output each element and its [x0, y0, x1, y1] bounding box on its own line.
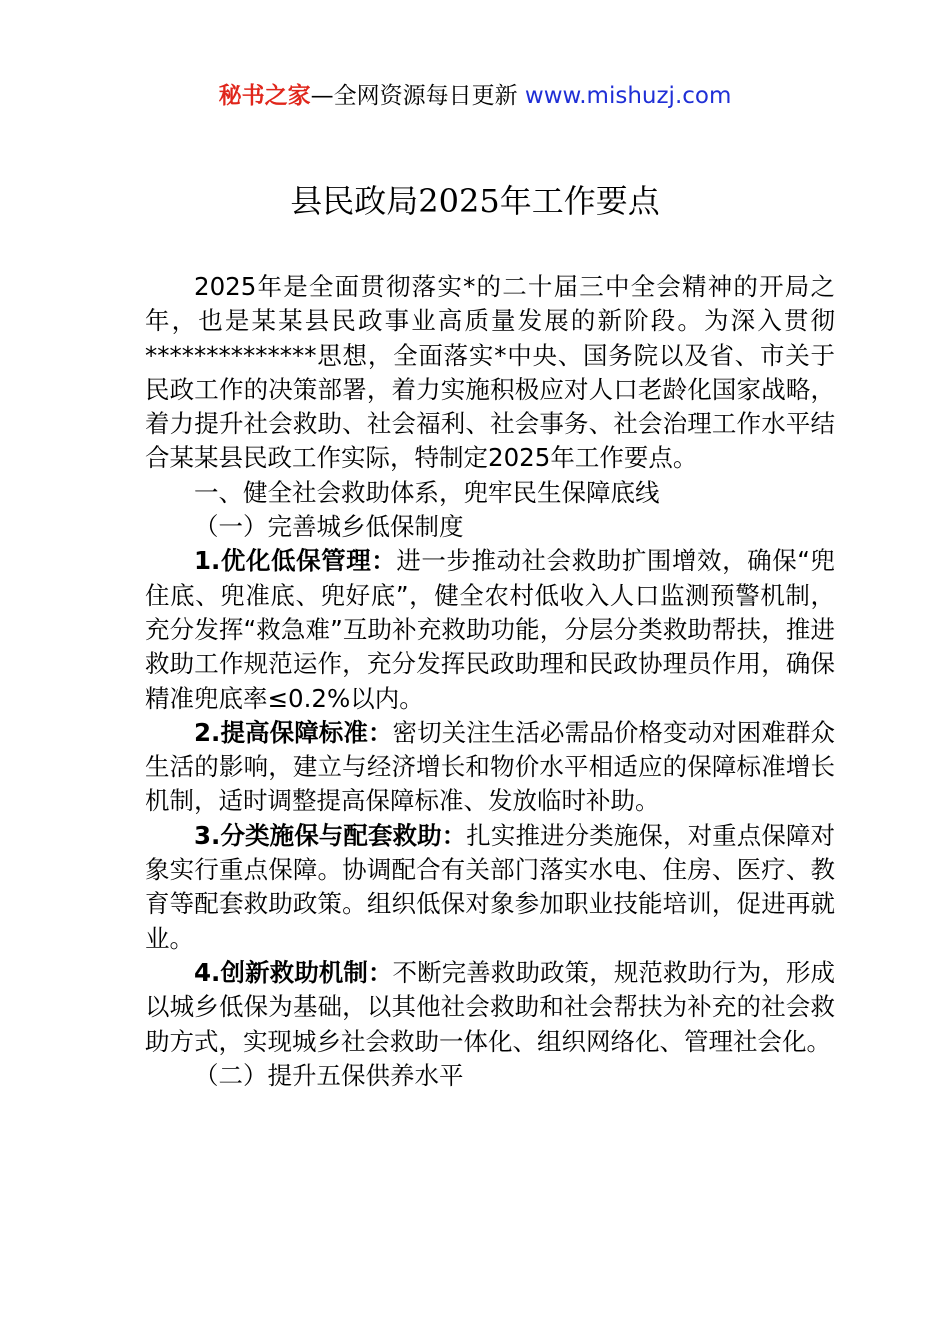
document-title: 县民政局2025年工作要点: [290, 182, 660, 220]
item-label: 4.创新救助机制：: [194, 957, 393, 987]
intro-paragraph: 2025年是全面贯彻落实*的二十届三中全会精神的开局之年，也是某某县民政事业高质量发展的新阶段。为深入贯彻**************思想，全面落实*中央、国务院以及省、市关于民政工作的决策部署，着力实施积极应对人口老龄化国家战略，着力提升社会救助、社会福利、社会事务、社会治理工作水平结合某某县民政工作实际，特制定2025年工作要点。: [145, 272, 835, 473]
site-header: [0, 80, 950, 112]
subsection-heading: （二）提升五保供养水平: [194, 1060, 464, 1090]
item-label: 1.优化低保管理：: [194, 546, 397, 576]
section-heading: 一、健全社会救助体系，兜牢民生保障底线: [194, 477, 660, 507]
list-item: [145, 956, 835, 1059]
site-url-link[interactable]: www.mishuzj.com: [524, 83, 732, 109]
list-item: [145, 544, 835, 715]
list-item: [145, 819, 835, 956]
item-label: 2.提高保障标准：: [194, 717, 393, 747]
site-name: 秘书之家: [218, 83, 311, 109]
subsection-heading: （一）完善城乡低保制度: [194, 512, 464, 542]
item-text: 扎实推进分类施保，对重点保障对象实行重点保障。协调配合有关部门落实水电、住房、医疗、教育等配套救助政策。组织低保对象参加职业技能培训，促进再就业。: [145, 820, 835, 953]
item-text: 不断完善救助政策，规范救助行为，形成以城乡低保为基础，以其他社会救助和社会帮扶为补充的社会救助方式，实现城乡社会救助一体化、组织网络化、管理社会化。: [145, 957, 836, 1056]
item-text: 进一步推动社会救助扩围增效，确保“兜住底、兜准底、兜好底”，健全农村低收入人口监测预警机制，充分发挥“救急难”互助补充救助功能，分层分类救助帮扶，推进救助工作规范运作，充分发挥民政助理和民政协理员作用，确保精准兜底率≤0.2%以内。: [145, 546, 835, 713]
item-text: 密切关注生活必需品价格变动对困难群众生活的影响，建立与经济增长和物价水平相适应的保障标准增长机制，适时调整提高保障标准、发放临时补助。: [145, 717, 836, 816]
item-label: 3.分类施保与配套救助：: [194, 820, 467, 850]
site-tagline: —全网资源每日更新: [310, 83, 525, 109]
document-body: [145, 270, 835, 1093]
list-item: [145, 716, 835, 819]
